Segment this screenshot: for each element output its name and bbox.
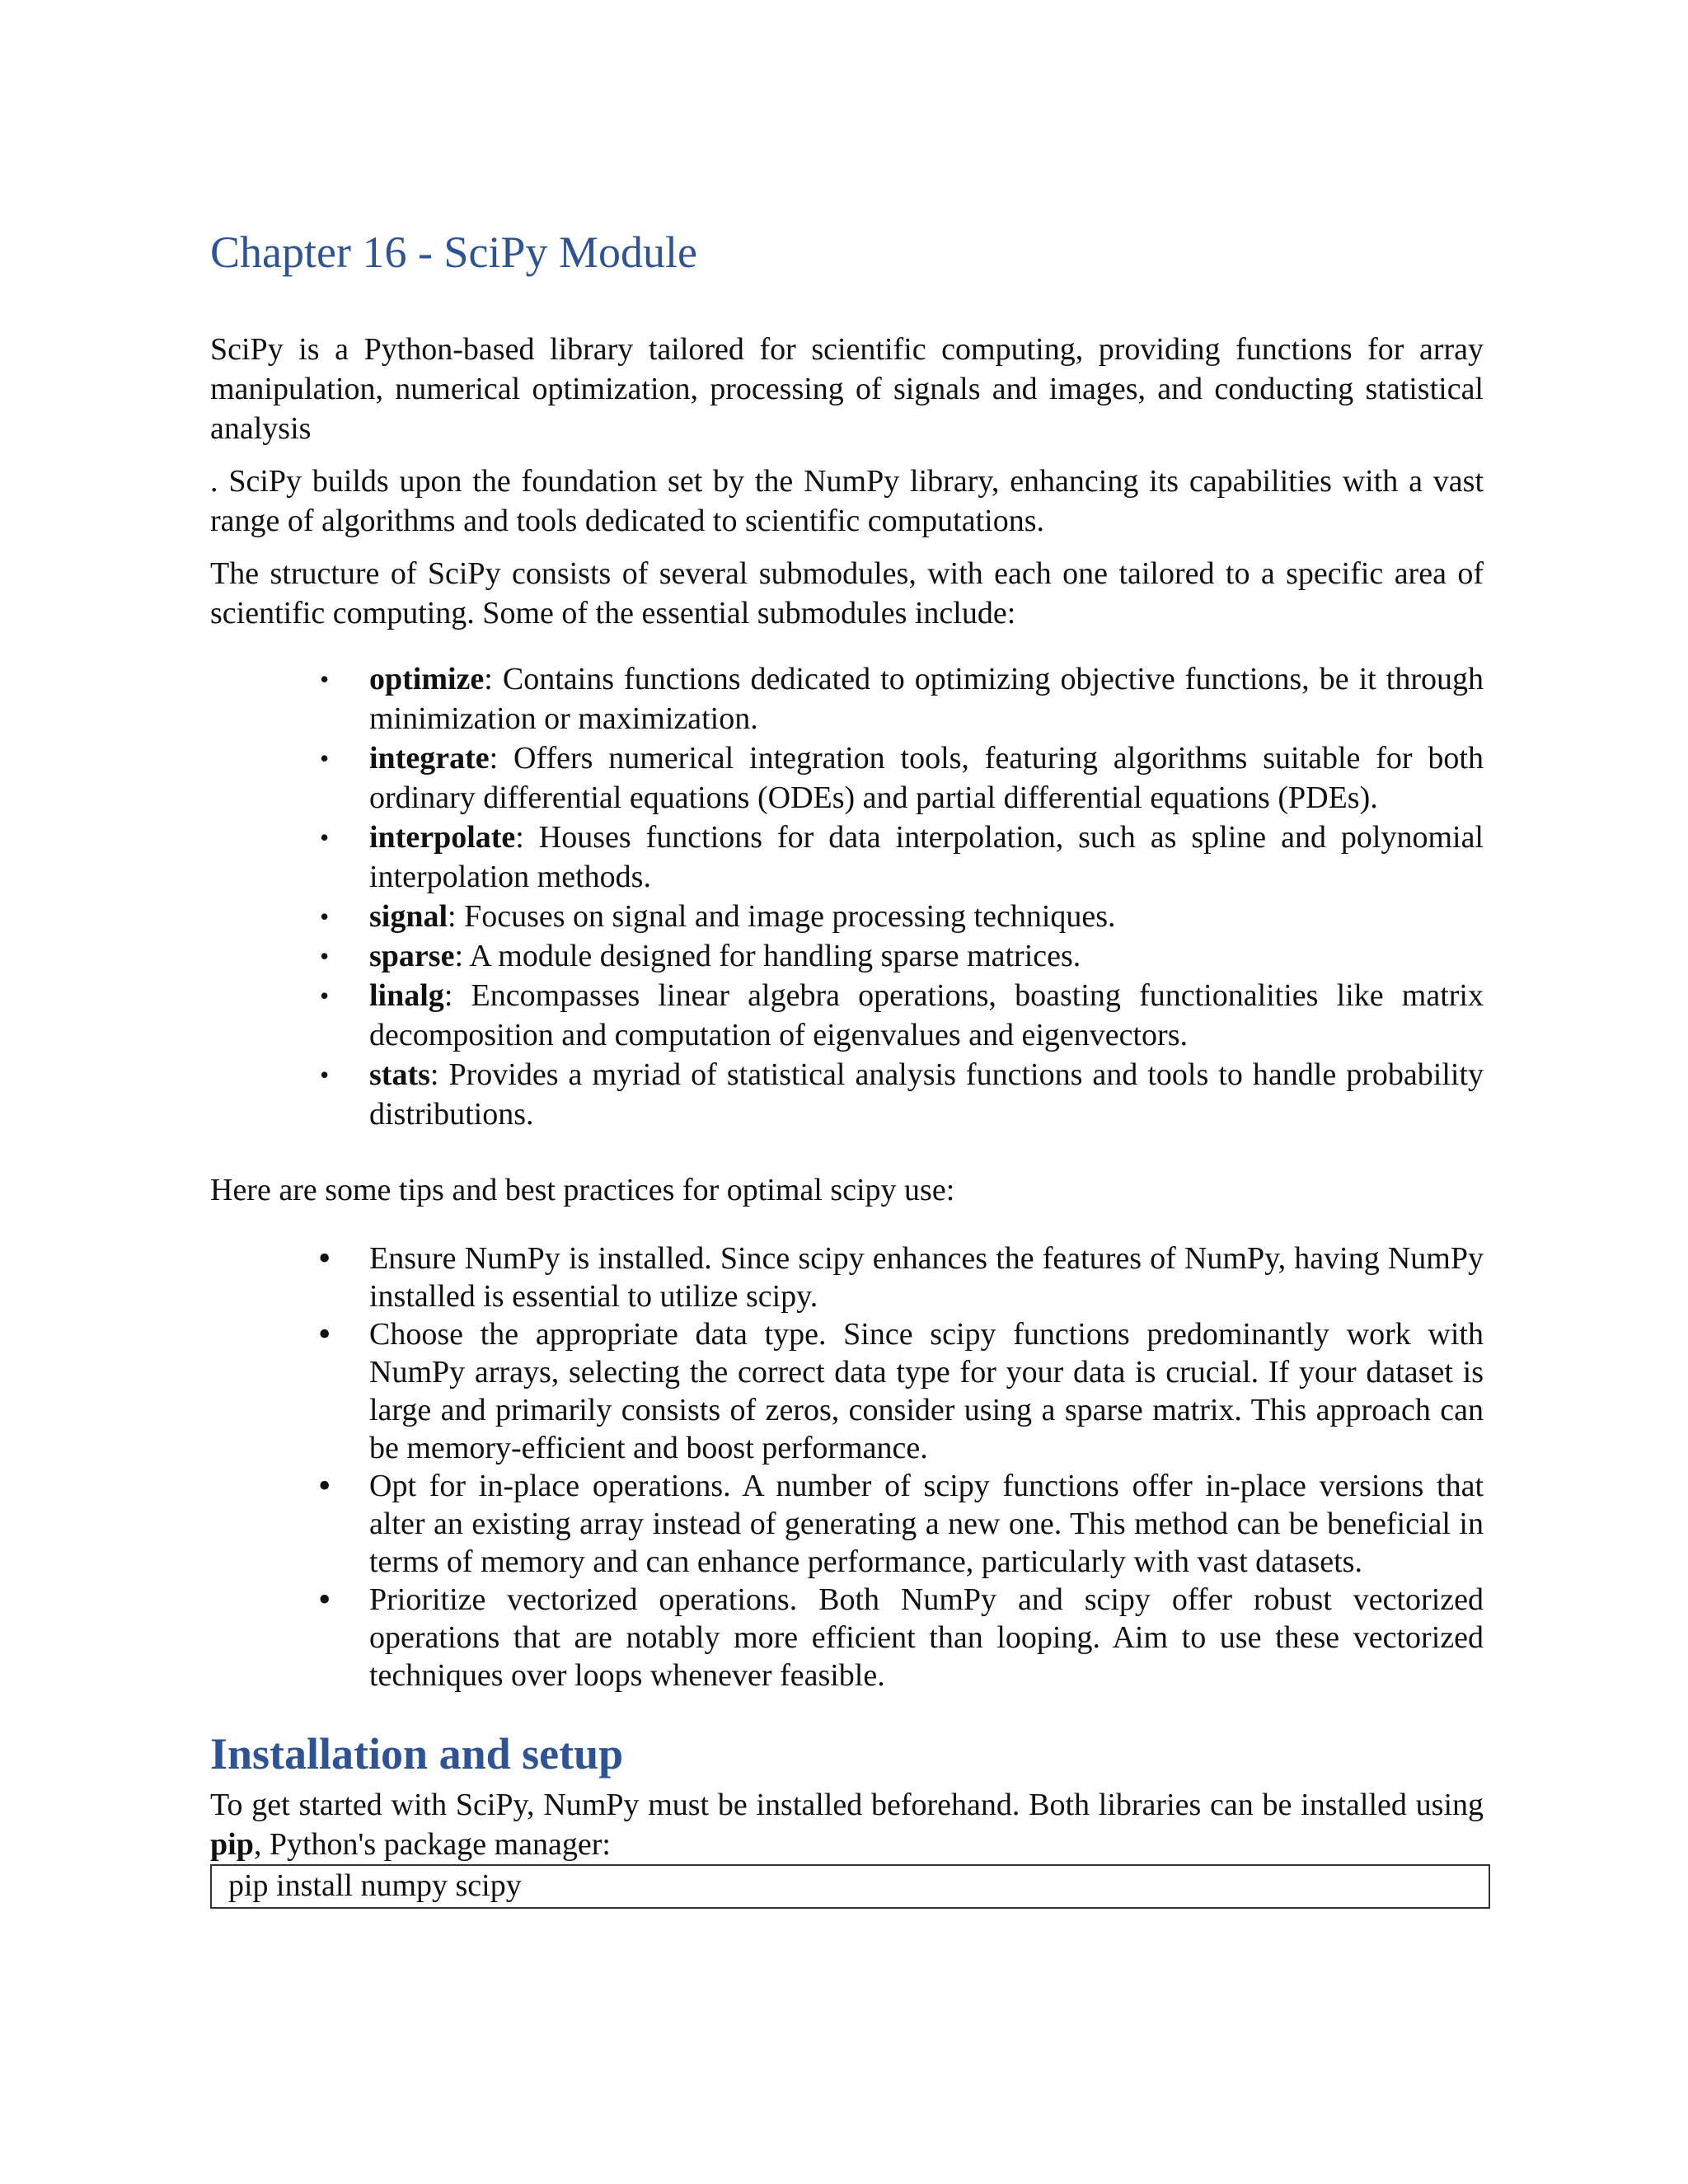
list-item <box>369 659 1484 738</box>
list-item: • Prioritize vectorized operations. Both NumPy and scipy offer robust vectorized operations that are notably more efficient than looping. Aim to use these vectorized techniques over loops whenever feasible. <box>369 1581 1484 1694</box>
submodule-desc: : Focuses on signal and image processing techniques. <box>448 899 1116 934</box>
submodule-list <box>210 659 1484 1134</box>
intro-paragraph-3: The structure of SciPy consists of several submodules, with each one tailored to a specific area of scientific computing. Some of the essential submodules include: <box>210 556 1484 630</box>
list-item <box>369 897 1484 936</box>
submodule-desc: : Houses functions for data interpolation, such as spline and polynomial interpolation methods. <box>369 820 1484 894</box>
submodule-name: sparse <box>369 939 455 973</box>
installation-paragraph <box>210 1785 1484 1864</box>
submodule-name: optimize <box>369 662 485 696</box>
list-item <box>369 936 1484 976</box>
list-item <box>369 738 1484 818</box>
list-item: • Opt for in-place operations. A number of scipy functions offer in-place versions that alter an existing array instead of generating a new one. This method can be beneficial in terms of memory and can enhance performance, particularly with vast datasets. <box>369 1467 1484 1581</box>
submodule-desc: : A module designed for handling sparse matrices. <box>454 939 1081 973</box>
submodule-desc: : Encompasses linear algebra operations, boasting functionalities like matrix decomposition and computation of eigenvalues and eigenvectors. <box>369 978 1484 1052</box>
intro-paragraph-2: . SciPy builds upon the foundation set by the NumPy library, enhancing its capabilities with a vast range of algorithms and tools dedicated to scientific computations. <box>210 464 1484 538</box>
list-item <box>369 818 1484 897</box>
code-block: pip install numpy scipy <box>210 1864 1490 1909</box>
list-item <box>369 1055 1484 1134</box>
submodule-desc: : Offers numerical integration tools, featuring algorithms suitable for both ordinary differential equations (ODEs) and partial differential equations (PDEs). <box>369 741 1484 815</box>
submodule-name: linalg <box>369 978 444 1013</box>
section-title: Installation and setup <box>210 1729 624 1779</box>
list-item: • Choose the appropriate data type. Since scipy functions predominantly work with NumPy arrays, selecting the correct data type for your data is crucial. If your dataset is large and primarily consists of zeros, consider using a sparse matrix. This approach can be memory-efficient and boost performance. <box>369 1315 1484 1467</box>
submodule-name: integrate <box>369 741 490 776</box>
list-item: • Ensure NumPy is installed. Since scipy enhances the features of NumPy, having NumPy installed is essential to utilize scipy. <box>369 1240 1484 1315</box>
intro-paragraph-1: SciPy is a Python-based library tailored for scientific computing, providing functions for array manipulation, numerical optimization, processing of signals and images, and conducting statistical analysis <box>210 332 1484 446</box>
installation-text-after: , Python's package manager: <box>253 1827 611 1862</box>
submodule-name: signal <box>369 899 448 934</box>
document-page <box>210 223 1484 1909</box>
installation-text-before: To get started with SciPy, NumPy must be installed beforehand. Both libraries can be installed using <box>210 1788 1484 1822</box>
tips-list <box>210 1240 1484 1694</box>
submodule-desc: : Provides a myriad of statistical analysis functions and tools to handle probability distributions. <box>369 1057 1484 1132</box>
submodule-desc: : Contains functions dedicated to optimizing objective functions, be it through minimization or maximization. <box>369 662 1484 736</box>
chapter-title: Chapter 16 - SciPy Module <box>210 227 697 277</box>
tips-intro: Here are some tips and best practices for optimal scipy use: <box>210 1173 955 1207</box>
submodule-name: interpolate <box>369 820 516 855</box>
list-item <box>369 976 1484 1055</box>
pip-bold: pip <box>210 1827 254 1862</box>
submodule-name: stats <box>369 1057 430 1092</box>
